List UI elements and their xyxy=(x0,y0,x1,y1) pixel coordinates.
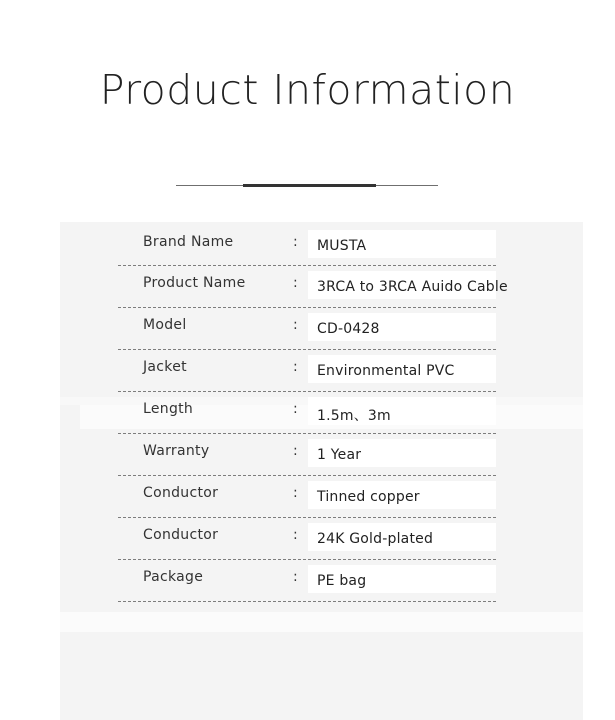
spec-row xyxy=(118,308,496,350)
page-title: Product Information xyxy=(99,66,516,114)
spec-row xyxy=(118,518,496,560)
spec-value: Environmental PVC xyxy=(308,355,496,383)
spec-row xyxy=(118,350,496,392)
spec-value: Tinned copper xyxy=(308,481,496,509)
spec-label: Package xyxy=(143,569,204,585)
spec-row xyxy=(118,560,496,602)
spec-colon: : xyxy=(293,275,298,291)
spec-colon: : xyxy=(293,527,298,543)
spec-colon: : xyxy=(293,485,298,501)
spec-colon: : xyxy=(293,359,298,375)
spec-label: Brand Name xyxy=(143,234,234,250)
spec-colon: : xyxy=(293,234,298,250)
spec-label: Conductor xyxy=(143,527,219,543)
spec-label: Product Name xyxy=(143,275,246,291)
title-divider-accent xyxy=(243,184,376,187)
spec-value: CD-0428 xyxy=(308,313,496,341)
spec-value: PE bag xyxy=(308,565,496,593)
spec-value: 3RCA to 3RCA Auido Cable xyxy=(308,271,496,299)
spec-colon: : xyxy=(293,569,298,585)
spec-label: Conductor xyxy=(143,485,219,501)
spec-value: 1.5m、3m xyxy=(308,397,496,425)
spec-row xyxy=(118,266,508,308)
spec-label: Warranty xyxy=(143,443,210,459)
spec-value: 1 Year xyxy=(308,439,496,467)
spec-colon: : xyxy=(293,443,298,459)
spec-colon: : xyxy=(293,317,298,333)
spec-label: Length xyxy=(143,401,194,417)
spec-row xyxy=(118,476,496,518)
spec-label: Jacket xyxy=(143,359,187,375)
spec-colon: : xyxy=(293,401,298,417)
spec-value: 24K Gold-plated xyxy=(308,523,496,551)
spec-row xyxy=(118,225,496,266)
spec-value: MUSTA xyxy=(308,230,496,258)
background-block xyxy=(60,612,583,632)
spec-row xyxy=(118,434,496,476)
spec-table xyxy=(118,225,508,602)
spec-row xyxy=(118,392,496,434)
spec-label: Model xyxy=(143,317,187,333)
